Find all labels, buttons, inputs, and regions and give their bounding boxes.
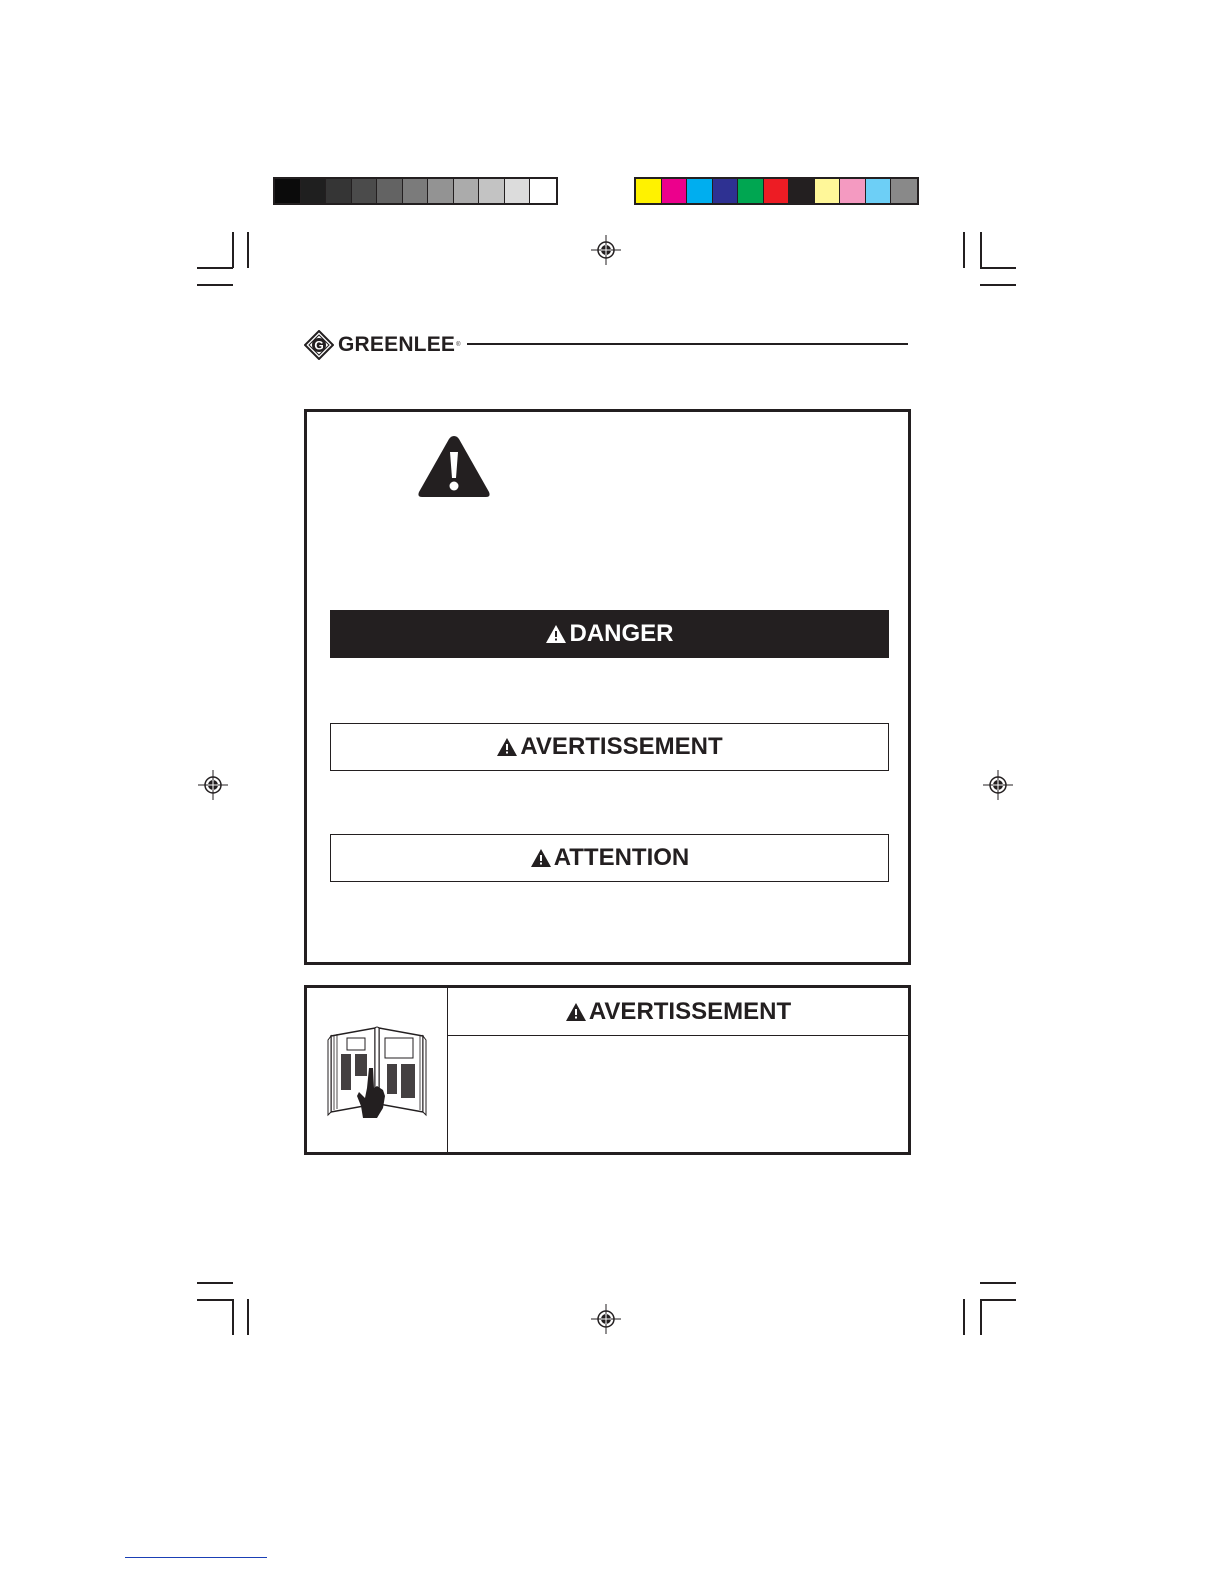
safety-alert-panel	[304, 409, 911, 965]
color-swatch	[377, 179, 403, 203]
registration-mark-icon	[591, 235, 621, 265]
crop-mark	[197, 267, 233, 269]
crop-mark	[197, 1282, 233, 1284]
footer-underline	[125, 1557, 267, 1558]
warning-triangle-icon	[565, 1002, 587, 1022]
color-swatch	[275, 179, 301, 203]
crop-mark	[197, 1299, 233, 1301]
registration-mark-icon	[198, 770, 228, 800]
trademark-symbol: ®	[456, 342, 461, 348]
color-swatch	[713, 179, 739, 203]
color-swatch	[454, 179, 480, 203]
danger-signal-word	[330, 610, 889, 658]
crop-mark	[232, 1299, 234, 1335]
crop-mark	[247, 1299, 249, 1335]
danger-label: DANGER	[569, 620, 674, 647]
color-swatch	[352, 179, 378, 203]
manual-illustration-cell	[307, 988, 448, 1152]
color-swatch	[815, 179, 841, 203]
crop-mark	[232, 232, 234, 268]
warning-triangle-icon	[545, 624, 567, 644]
color-swatch	[479, 179, 505, 203]
warning-triangle-icon	[530, 848, 552, 868]
manual-warning-label: AVERTISSEMENT	[588, 997, 792, 1025]
crop-mark	[963, 232, 965, 268]
warning-triangle-icon	[416, 432, 492, 500]
process-color-bar	[634, 177, 919, 205]
greenlee-emblem-icon	[304, 330, 334, 360]
color-swatch	[840, 179, 866, 203]
read-manual-warning-panel	[304, 985, 911, 1155]
registration-mark-icon	[983, 770, 1013, 800]
color-swatch	[326, 179, 352, 203]
crop-mark	[980, 1282, 1016, 1284]
warning-signal-word	[330, 723, 889, 771]
crop-mark	[247, 232, 249, 268]
header-rule	[467, 343, 908, 345]
read-manual-icon	[325, 1018, 429, 1122]
color-swatch	[764, 179, 790, 203]
grayscale-color-bar	[273, 177, 558, 205]
brand-logo	[304, 330, 461, 360]
color-swatch	[403, 179, 429, 203]
color-swatch	[738, 179, 764, 203]
emblem-letter: G	[314, 338, 324, 353]
color-swatch	[301, 179, 327, 203]
color-swatch	[636, 179, 662, 203]
color-swatch	[530, 179, 556, 203]
crop-mark	[197, 284, 233, 286]
color-swatch	[866, 179, 892, 203]
warning-label: AVERTISSEMENT	[520, 733, 723, 760]
crop-mark	[980, 1299, 1016, 1301]
registration-mark-icon	[591, 1304, 621, 1334]
color-swatch	[789, 179, 815, 203]
crop-mark	[980, 267, 1016, 269]
crop-mark	[963, 1299, 965, 1335]
crop-mark	[980, 232, 982, 268]
brand-name: GREENLEE	[338, 333, 456, 356]
warning-triangle-icon	[496, 737, 518, 757]
manual-warning-header	[448, 988, 908, 1036]
caution-signal-word	[330, 834, 889, 882]
color-swatch	[662, 179, 688, 203]
crop-mark	[980, 284, 1016, 286]
color-swatch	[891, 179, 917, 203]
color-swatch	[687, 179, 713, 203]
caution-label: ATTENTION	[553, 844, 690, 871]
color-swatch	[505, 179, 531, 203]
crop-mark	[980, 1299, 982, 1335]
color-swatch	[428, 179, 454, 203]
